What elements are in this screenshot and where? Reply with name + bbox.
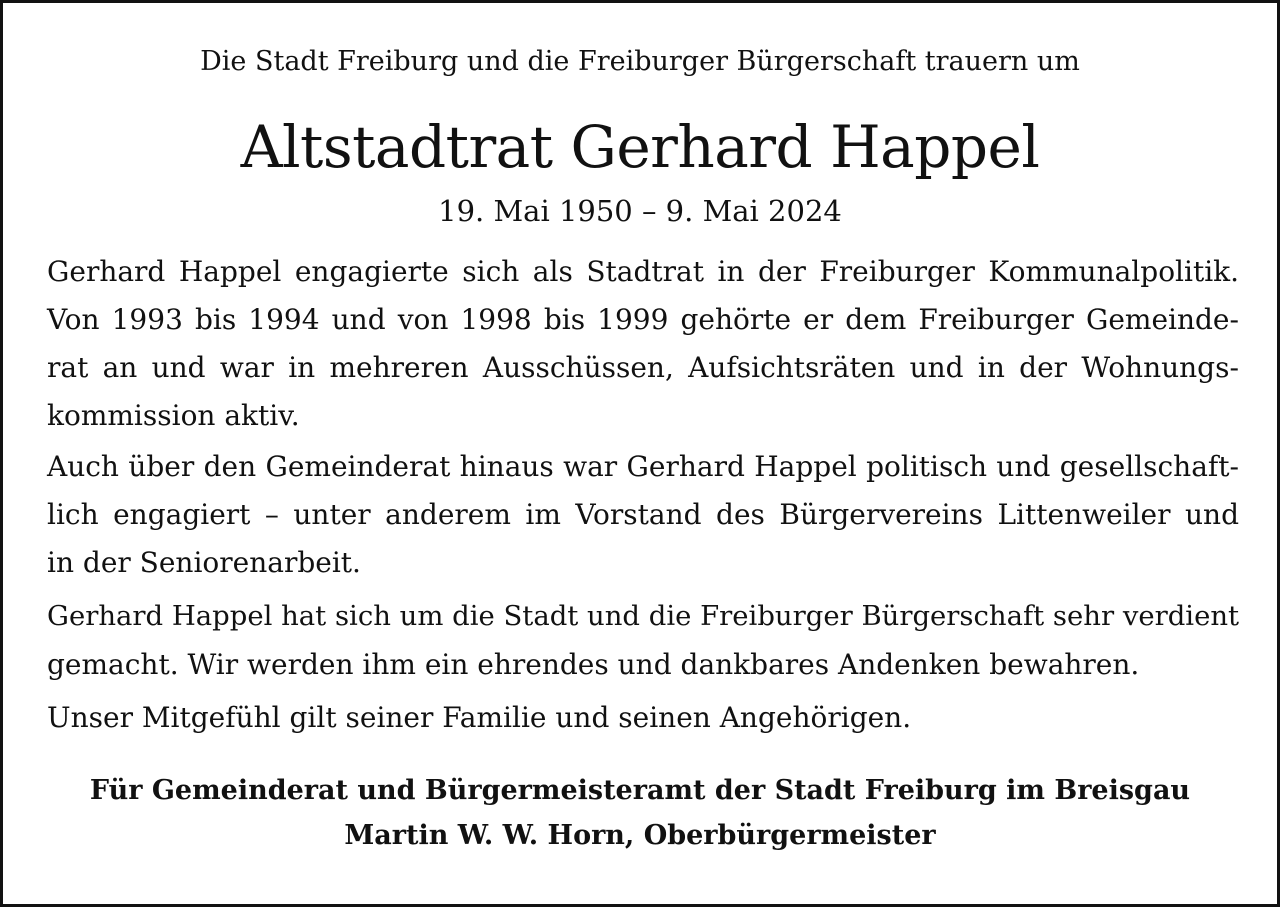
deceased-name: Altstadtrat Gerhard Happel (240, 113, 1040, 181)
paragraph-condolence (47, 694, 1239, 742)
intro-text: Die Stadt Freiburg und die Freiburger Bürgerschaft trauern um (200, 46, 1080, 77)
paragraph-line: Von 1993 bis 1994 und von 1998 bis 1999 gehörte er dem Freiburger Gemeinde- (47, 303, 1239, 336)
paragraph-line: rat an und war in mehreren Ausschüssen, Aufsichtsräten und in der Wohnungs- (47, 351, 1239, 384)
paragraph-line: in der Seniorenarbeit. (47, 546, 361, 579)
paragraph-line: Gerhard Happel hat sich um die Stadt und die Freiburger Bürgerschaft sehr verdient (47, 601, 1240, 632)
paragraph-line: Unser Mitgefühl gilt seiner Familie und seinen Angehörigen. (47, 701, 912, 734)
paragraph-line: Auch über den Gemeinderat hinaus war Gerhard Happel politisch und gesellschaft- (47, 450, 1239, 483)
paragraph-engagement (47, 443, 1239, 587)
paragraph-line: Gerhard Happel engagierte sich als Stadtrat in der Freiburger Kommunalpolitik. (47, 255, 1240, 288)
paragraph-line: gemacht. Wir werden ihm ein ehrendes und dankbares Andenken bewahren. (47, 648, 1140, 681)
life-dates: 19. Mai 1950 – 9. Mai 2024 (438, 194, 842, 228)
signature-institution: Für Gemeinderat und Bürgermeisteramt der Stadt Freiburg im Breisgau (89, 775, 1191, 806)
signature-mayor: Martin W. W. Horn, Oberbürgermeister (344, 820, 936, 851)
paragraph-career (47, 248, 1239, 440)
paragraph-tribute (47, 593, 1239, 689)
paragraph-line: lich engagiert – unter anderem im Vorstand des Bürgervereins Littenweiler und (47, 498, 1239, 531)
paragraph-line: kommission aktiv. (47, 399, 300, 432)
